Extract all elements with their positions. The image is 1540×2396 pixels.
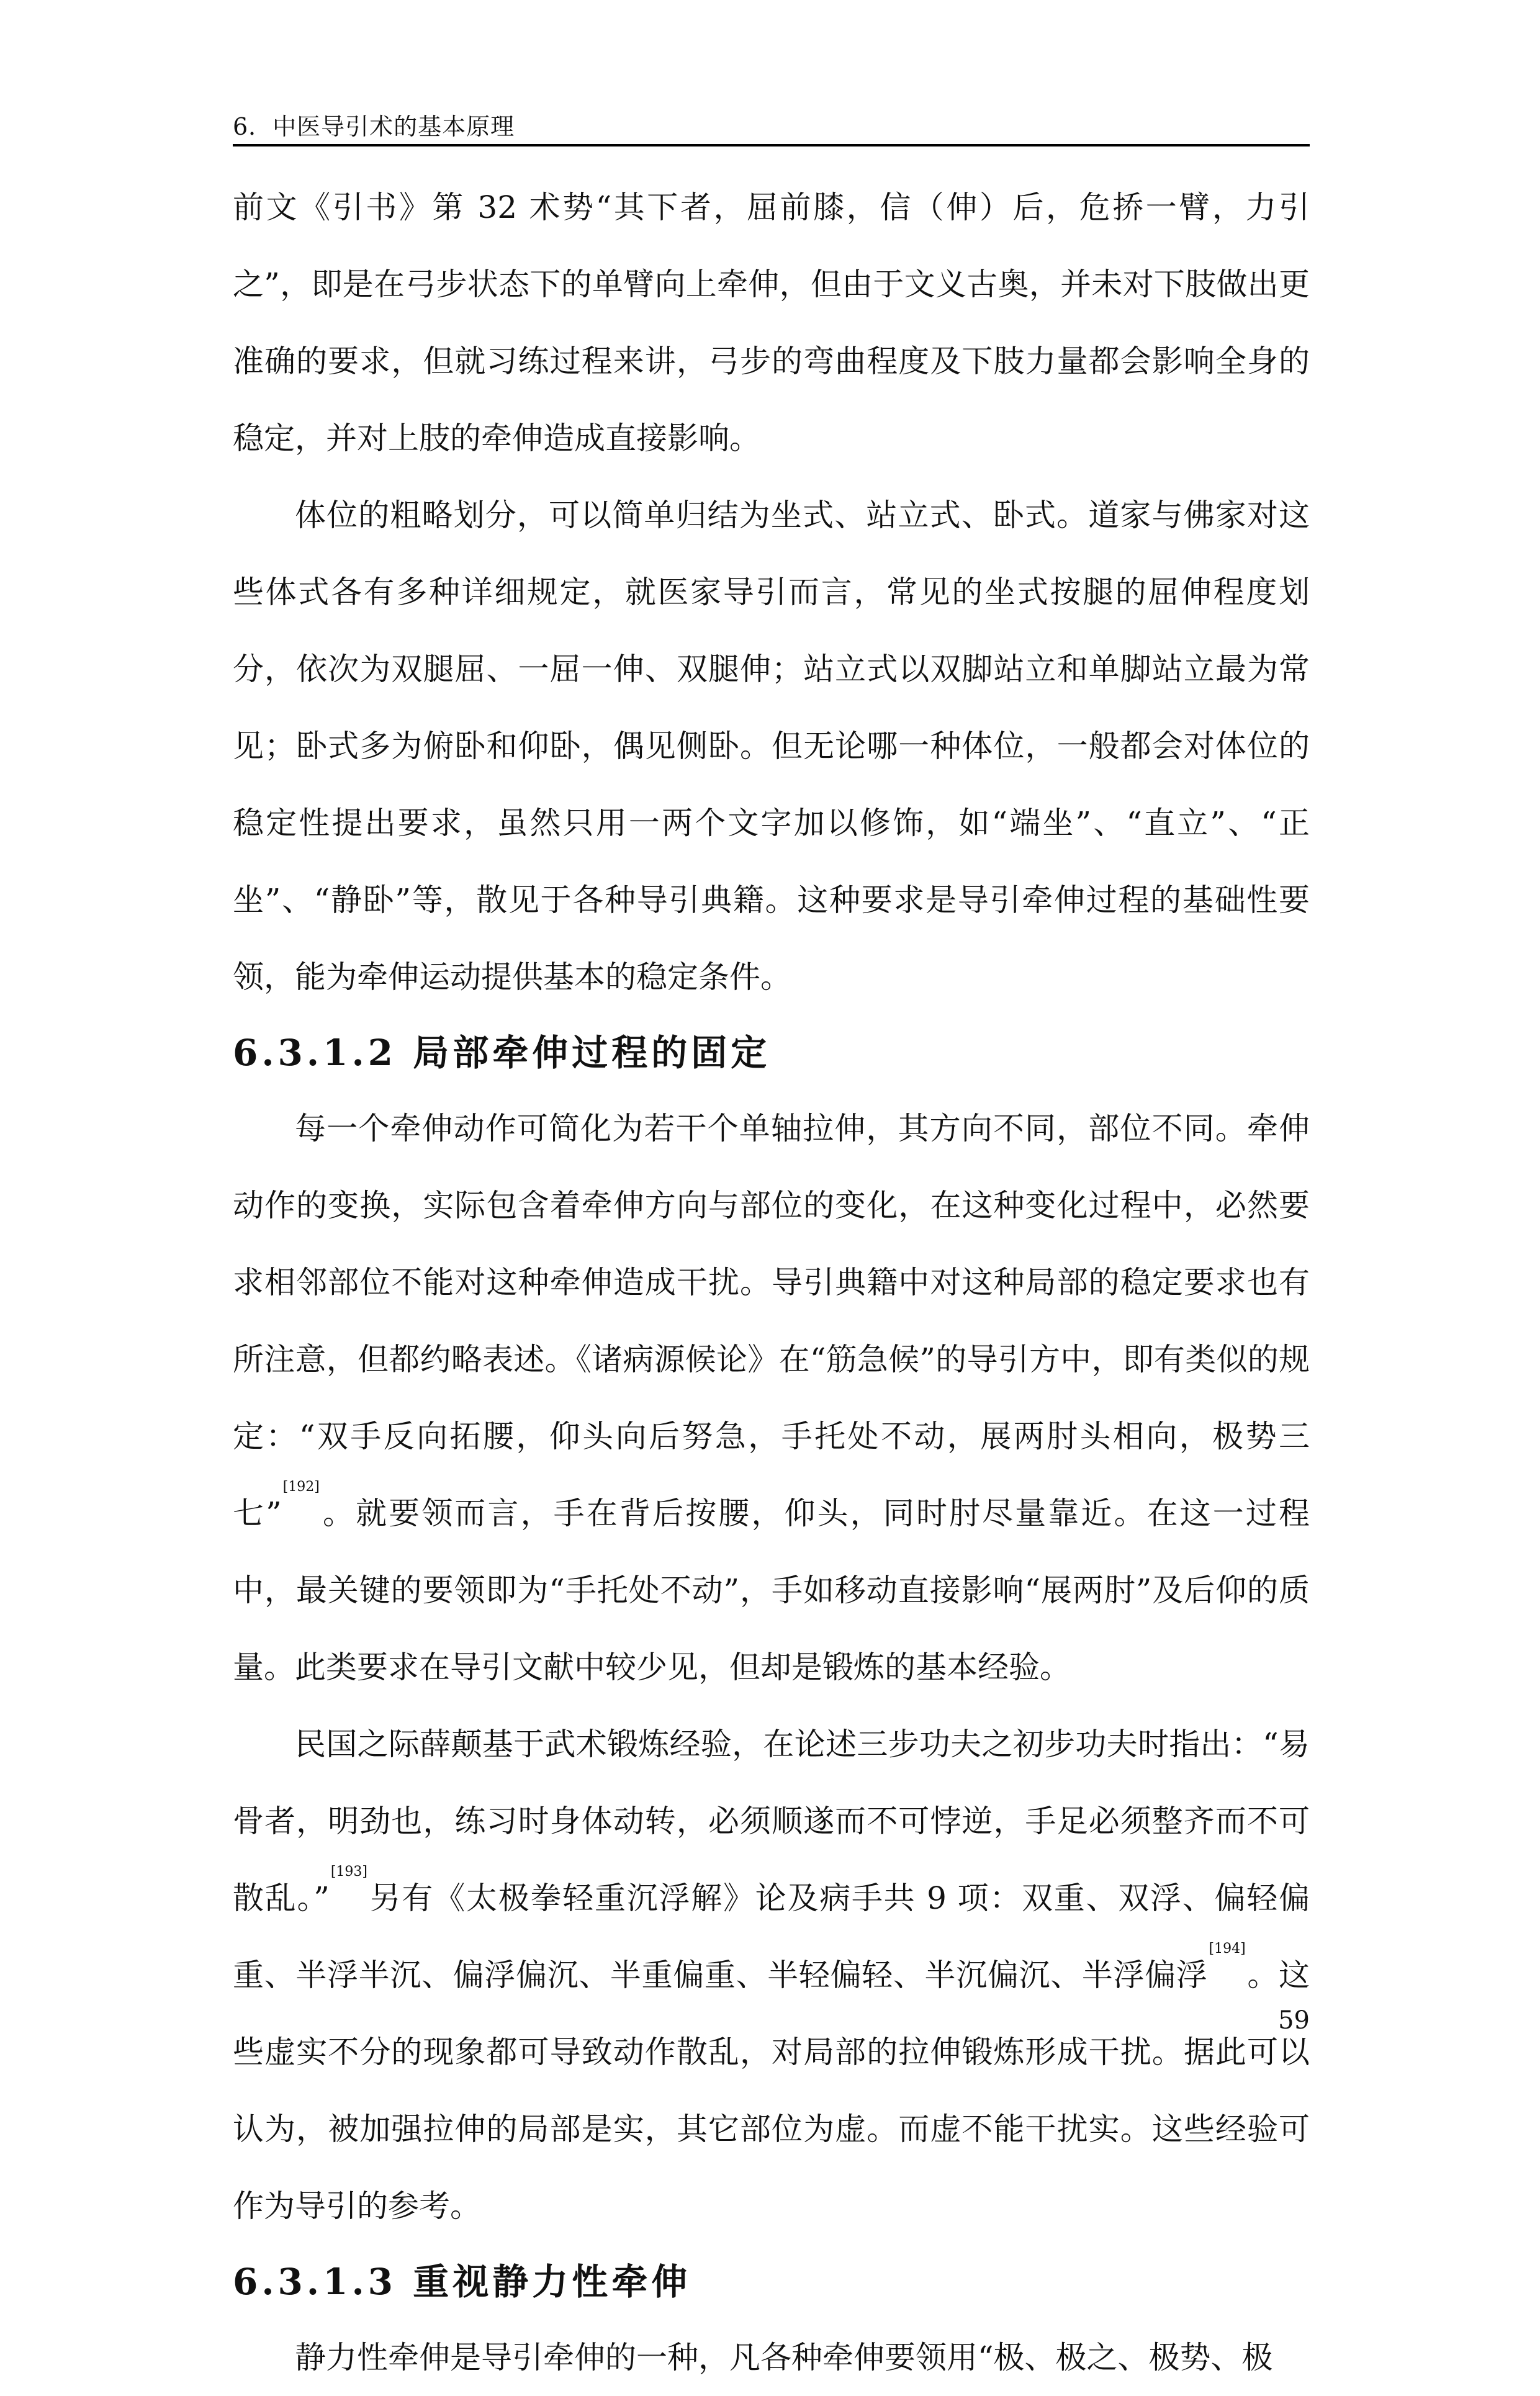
paragraph-text: 每一个牵伸动作可简化为若干个单轴拉伸，其方向不同，部位不同。牵伸动作的变换，实际包含着牵伸方向与部位的变化，在这种变化过程中，必然要求相邻部位不能对这种牵伸造成干扰。导引典籍中对这种局部的稳定要求也有所注意，但都约略表述。《诸病源候论》在“筋急候”的导引方中，即有类似的规定：“双手反向拓腰，仰头向后努急，手托处不动，展两肘头相向，极势三七” xyxy=(233,1110,1310,1531)
section-heading: 6.3.1.2 局部牵伸过程的固定 xyxy=(233,1032,771,1074)
citation-ref: [192] xyxy=(282,1479,320,1495)
citation-ref: [193] xyxy=(330,1864,367,1880)
body-paragraph: 体位的粗略划分，可以简单归结为坐式、站立式、卧式。道家与佛家对这些体式各有多种详细规定，就医家导引而言，常见的坐式按腿的屈伸程度划分，依次为双腿屈、一屈一伸、双腿伸；站立式以双脚站立和单脚站立最为常见；卧式多为俯卧和仰卧，偶见侧卧。但无论哪一种体位，一般都会对体位的稳定性提出要求，虽然只用一两个文字加以修饰，如“端坐”、“直立”、“正坐”、“静卧”等，散见于各种导引典籍。这种要求是导引牵伸过程的基础性要领，能为牵伸运动提供基本的稳定条件。 xyxy=(233,497,1310,995)
body-paragraph: 静力性牵伸是导引牵伸的一种，凡各种牵伸要领用“极、极之、极势、极 xyxy=(295,2340,1273,2376)
page-number: 59 xyxy=(1278,2006,1310,2035)
page-body xyxy=(233,169,1310,2396)
body-paragraph xyxy=(233,1706,1310,2245)
paragraph-text: 。就要领而言，手在背后按腰，仰头，同时肘尽量靠近。在这一过程中，最关键的要领即为“手托处不动”，手如移动直接影响“展两肘”及后仰的质量。此类要求在导引文献中较少见，但却是锻炼的基本经验。 xyxy=(233,1495,1310,1685)
paragraph-text: 另有《太极拳轻重沉浮解》论及病手共 9 项：双重、双浮、偏轻偏重、半浮半沉、偏浮偏沉、半重偏重、半轻偏轻、半沉偏沉、半浮偏浮 xyxy=(233,1880,1310,1993)
paragraph-text: 民国之际薛颠基于武术锻炼经验，在论述三步功夫之初步功夫时指出：“易骨者，明劲也，练习时身体动转，必须顺遂而不可悖逆，手足必须整齐而不可散乱。” xyxy=(233,1726,1310,1916)
body-paragraph: 前文《引书》第 32 术势“其下者，屈前膝，信（伸）后，危挢一臂，力引之”，即是在弓步状态下的单臂向上牵伸，但由于文义古奥，并未对下肢做出更准确的要求，但就习练过程来讲，弓步的弯曲程度及下肢力量都会影响全身的稳定，并对上肢的牵伸造成直接影响。 xyxy=(233,189,1310,456)
section-heading: 6.3.1.3 重视静力性牵伸 xyxy=(233,2261,691,2303)
body-paragraph xyxy=(233,1090,1310,1706)
citation-ref: [194] xyxy=(1209,1941,1246,1957)
running-header: 6．中医导引术的基本原理 xyxy=(233,113,515,140)
paragraph-text: 。这些虚实不分的现象都可导致动作散乱，对局部的拉伸锻炼形成干扰。据此可以认为，被加强拉伸的局部是实，其它部位为虚。而虚不能干扰实。这些经验可作为导引的参考。 xyxy=(233,1957,1310,2224)
header-divider xyxy=(233,144,1310,146)
